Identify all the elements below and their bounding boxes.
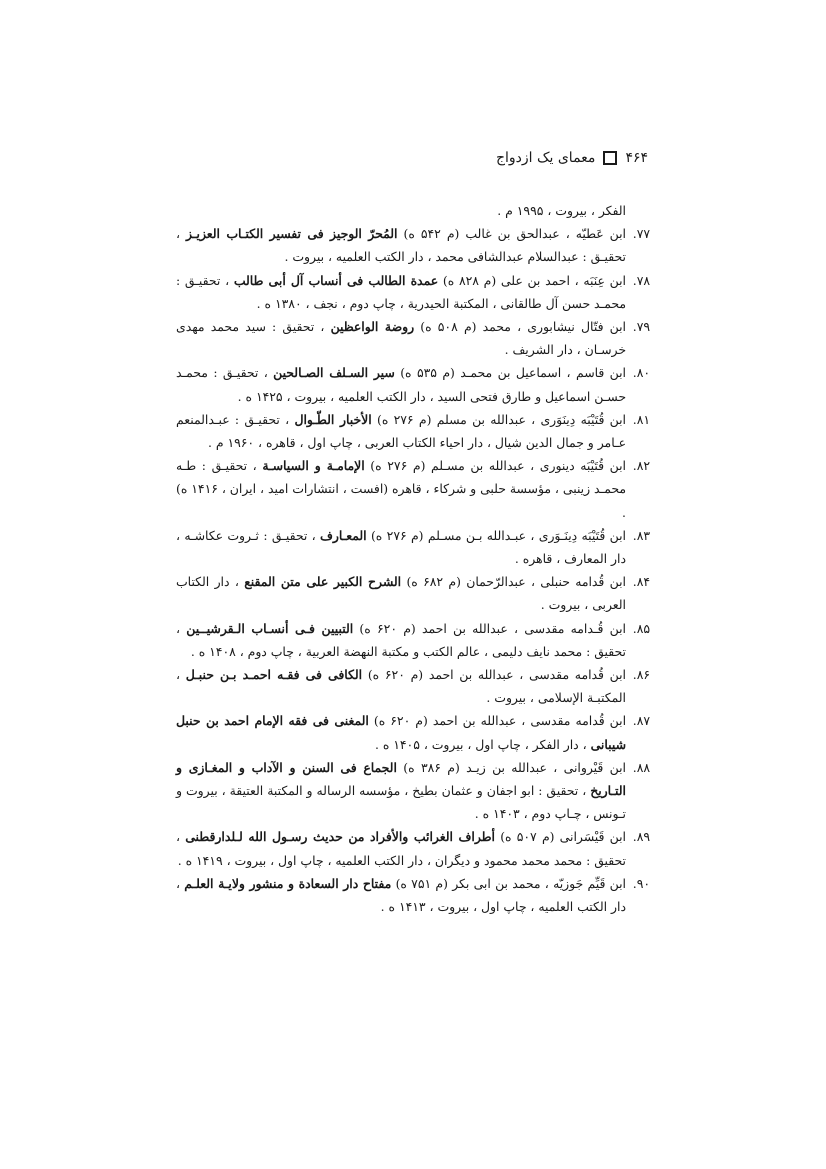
entry-number: ۸۶.: [632, 667, 650, 683]
entry-number: ۸۳.: [632, 527, 650, 543]
page-number: ۴۶۴: [625, 150, 648, 166]
entry-details: ، تحقیق : محمد نایف دلیمی ، عالم الکتب و مکتبة النهضة العربیة ، چاپ دوم ، ۱۴۰۸ ه .: [176, 620, 626, 659]
entry-number: ۸۵.: [632, 620, 650, 636]
entry-author: ابن فتّال نیشابوری ، محمد (م ۵۰۸ ه): [414, 319, 626, 335]
entry-author: ابن قُدامه مقدسی ، عبدالله بن احمد (م ۶۲۰ ه): [362, 667, 627, 683]
bibliography-entry: [176, 408, 650, 454]
bibliography-entry: [176, 617, 650, 663]
entry-author: ابن قُتَیْبَه دِینَـوَری ، عبـدالله بـن مسـلم (م ۲۷۶ ه): [366, 527, 627, 543]
entry-title: الشرح الکبیر علی متن المقنع: [244, 574, 402, 590]
entry-author: ابن قاسم ، اسماعیل بن محمـد (م ۵۳۵ ه): [394, 365, 626, 381]
entry-author: ابن عَطیّه ، عبدالحق بن غالب (م ۵۴۲ ه): [397, 226, 626, 242]
entry-author: ابن قَیِّم جَوزیّه ، محمد بن ابی بکر (م ۷۵۱ ه): [391, 875, 626, 891]
entry-details: ، تحقیق : سید محمد مهدی خرسـان ، دار الشریف .: [176, 319, 626, 358]
entry-details: ، دار الفکر ، چاپ اول ، بیروت ، ۱۴۰۵ ه .: [374, 736, 591, 752]
entry-author: ابن قَیْسَرانی (م ۵۰۷ ه): [494, 829, 626, 845]
page-header: [496, 150, 648, 166]
entry-title: التبیین فـی أنسـاب الـقرشیــین: [186, 620, 354, 636]
bibliography-entry: [176, 315, 650, 361]
bibliography-entry: [176, 454, 650, 524]
bibliography: [176, 199, 650, 918]
entry-title: المغنی فی فقه الإمام احمد بن حنبل شیبانی: [176, 713, 626, 752]
bibliography-entry: [176, 269, 650, 315]
entry-details: ، دار الکتاب العربی ، بیروت .: [176, 574, 626, 613]
entry-author: ابن قُدامه مقدسی ، عبدالله بن احمد (م ۶۲۰ ه): [368, 713, 627, 729]
entry-title: الکافی فی فقـه احمـد بـن حنبـل: [185, 667, 363, 683]
entry-author: ابن قَیْروانی ، عبدالله بن زیـد (م ۳۸۶ ه): [396, 759, 626, 775]
bibliography-entry: [176, 825, 650, 871]
bibliography-entry: [176, 709, 650, 755]
entry-number: ۷۸.: [632, 272, 650, 288]
entry-title: أطراف الغرائب والأفراد من حدیث رسـول الله لـلدارقطنی: [185, 829, 495, 845]
entry-author: ابن عِنَبَه ، احمد بن علی (م ۸۲۸ ه): [438, 272, 626, 288]
entry-details: ، تحقیـق : محمـد حسـن اسماعیل و طارق فتحی السید ، دار الکتب العلمیه ، بیروت ، ۱۴۲۵ ه .: [176, 365, 626, 404]
continuation-line: الفکر ، بیروت ، ۱۹۹۵ م .: [497, 203, 626, 218]
square-box-icon: [603, 151, 617, 165]
entry-number: ۹۰.: [632, 875, 650, 891]
bibliography-entry: [176, 361, 650, 407]
entry-number: ۸۱.: [632, 411, 650, 427]
entry-title: سیر السـلف الصـالحین: [273, 365, 395, 381]
entry-details: ، تحقیـق : ثـروت عکاشـه ، دار المعارف ، قاهره .: [176, 527, 626, 567]
entry-title: الجماع فی السنن و الآداب و المغـازی و التـاریخ: [176, 759, 626, 799]
entry-details: ، تحقیـق : محمـد حسن آل طالقانی ، المکتبة الحیدریة ، چاپ دوم ، نجف ، ۱۳۸۰ ه .: [176, 272, 626, 311]
entry-number: ۸۸.: [632, 759, 650, 775]
running-title: معمای یک ازدواج: [495, 150, 596, 166]
entry-title: المعـارف: [320, 527, 367, 543]
entry-number: ۸۴.: [632, 574, 650, 590]
entry-details: ، تحقیق : محمد محمد محمود و دیگران ، دار الکتب العلمیه ، چاپ اول ، بیروت ، ۱۴۱۹ ه .: [176, 829, 626, 868]
entry-number: ۷۷.: [632, 226, 650, 242]
entry-author: ابن قُتَیْبَه دینوری ، عبدالله بن مسـلم (م ۲۷۶ ه): [364, 458, 627, 474]
bibliography-entry: [176, 570, 650, 616]
entry-details: ، دار الکتب العلمیه ، چاپ اول ، بیروت ، ۱۴۱۳ ه .: [176, 875, 626, 915]
entry-author: ابن قُـدامه مقدسی ، عبدالله بن احمد (م ۶۲۰ ه): [353, 620, 627, 636]
entry-number: ۷۹.: [632, 319, 650, 335]
entry-details: ، تحقیق : ابو اجفان و عثمان بطیخ ، مؤسسه الرساله و المکتبة العتیقة ، بیروت و تـونس ، چـاپ دوم ، ۱۴۰۳ ه .: [176, 783, 626, 822]
entry-number: ۸۲.: [632, 458, 650, 474]
bibliography-entry: [176, 524, 650, 570]
entry-title: عمدة الطالب فی أنساب آل أبی طالب: [233, 272, 439, 288]
entry-number: ۸۷.: [632, 713, 650, 729]
entry-title: روضة الواعظین: [330, 319, 415, 335]
bibliography-entry: [176, 222, 650, 268]
entry-title: مفتاح دار السعادة و منشور ولایـة العلـم: [184, 875, 392, 891]
entry-number: ۸۹.: [632, 829, 650, 845]
bibliography-entry: [176, 756, 650, 826]
entry-title: الأخبار الطّـوال: [294, 411, 372, 427]
entry-title: المُحرّ الوجیز فی تفسیر الکتـاب العزیـز: [186, 226, 398, 242]
entry-number: ۸۰.: [632, 365, 650, 381]
entry-details: ، تحقیـق : طـه محمـد زینبی ، مؤسسة حلبی و شرکاء ، قاهره (افست ، انتشارات امید ، ایران ، ۱۴۱۶ ه) .: [176, 458, 626, 520]
entry-title: الإمامـة و السیاسـة: [262, 458, 365, 474]
bibliography-entry: [176, 663, 650, 709]
bibliography-entry: [176, 872, 650, 918]
entry-details: ، تحقیـق : عبدالسلام عبدالشافی محمد ، دار الکتب العلمیه ، بیروت .: [176, 226, 626, 265]
entry-author: ابن قُتَیْبَه دِینَوَری ، عبدالله بن مسلم (م ۲۷۶ ه): [371, 411, 626, 427]
entry-details: ، المکتبـة الإسلامی ، بیروت .: [176, 667, 626, 706]
entry-details: ، تحقیـق : عبـدالمنعم عـامر و جمال الدین شیال ، دار احیاء الکتاب العربی ، چاپ اول ، قاهره ، ۱۹۶۰ م .: [176, 411, 626, 451]
entry-author: ابن قُدامه حنبلی ، عبدالرّحمان (م ۶۸۲ ه): [401, 574, 626, 590]
